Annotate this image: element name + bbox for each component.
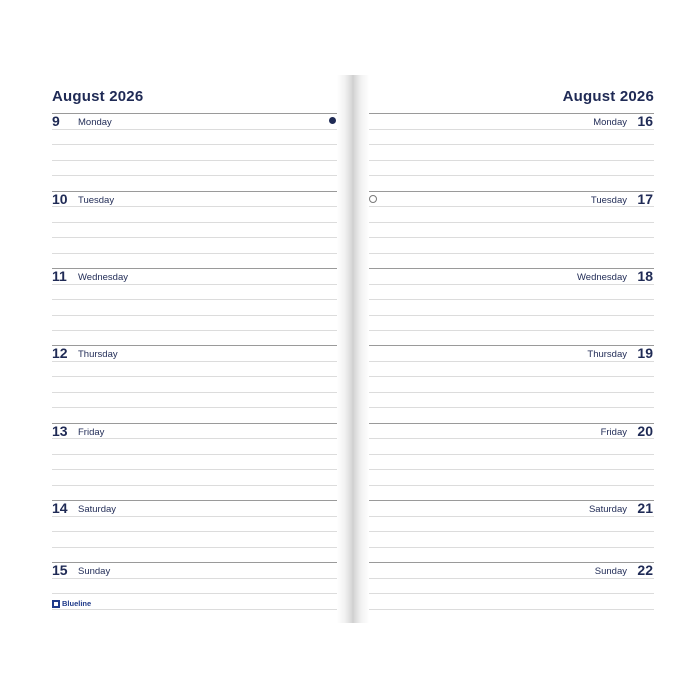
left-page xyxy=(52,75,337,623)
day-name: Wednesday xyxy=(78,272,128,283)
writing-line xyxy=(52,144,337,145)
writing-line xyxy=(52,237,337,238)
right-page xyxy=(369,75,654,623)
writing-line xyxy=(52,175,337,176)
day-number: 13 xyxy=(52,423,68,439)
writing-line xyxy=(52,284,337,285)
writing-line xyxy=(52,361,337,362)
writing-line xyxy=(52,609,337,610)
writing-line xyxy=(369,237,654,238)
writing-line xyxy=(369,160,654,161)
writing-line xyxy=(369,376,654,377)
writing-line xyxy=(52,469,337,470)
writing-line xyxy=(52,593,337,594)
writing-line xyxy=(369,438,654,439)
day-entry-monday[interactable] xyxy=(52,113,337,129)
writing-line xyxy=(369,144,654,145)
writing-line xyxy=(52,376,337,377)
day-number: 18 xyxy=(637,268,653,284)
brand-name: Blueline xyxy=(62,599,92,608)
day-number: 19 xyxy=(637,345,653,361)
day-entry-wednesday[interactable] xyxy=(369,268,654,284)
day-name: Sunday xyxy=(78,566,111,577)
day-entry-tuesday[interactable] xyxy=(52,191,337,207)
writing-line xyxy=(52,407,337,408)
day-entry-friday[interactable] xyxy=(369,423,654,439)
writing-line xyxy=(52,253,337,254)
writing-line xyxy=(369,253,654,254)
right-page-title: August 2026 xyxy=(562,88,654,105)
writing-line xyxy=(369,531,654,532)
new-moon-icon xyxy=(369,195,377,203)
writing-line xyxy=(369,361,654,362)
day-number: 16 xyxy=(637,113,653,129)
day-name: Saturday xyxy=(588,504,627,515)
writing-line xyxy=(369,485,654,486)
writing-line xyxy=(369,407,654,408)
day-entry-thursday[interactable] xyxy=(369,345,654,361)
day-name: Friday xyxy=(600,427,627,438)
day-number: 14 xyxy=(52,500,68,516)
writing-line xyxy=(369,330,654,331)
day-entry-friday[interactable] xyxy=(52,423,337,439)
writing-line xyxy=(369,593,654,594)
writing-line xyxy=(52,578,337,579)
writing-line xyxy=(369,547,654,548)
writing-line xyxy=(52,438,337,439)
writing-line xyxy=(369,578,654,579)
day-name: Saturday xyxy=(78,504,117,515)
full-moon-icon xyxy=(329,117,336,124)
day-entry-monday[interactable] xyxy=(369,113,654,129)
writing-line xyxy=(52,454,337,455)
left-page-title: August 2026 xyxy=(52,88,144,105)
writing-line xyxy=(52,392,337,393)
day-number: 17 xyxy=(637,191,653,207)
day-entry-thursday[interactable] xyxy=(52,345,337,361)
day-number: 15 xyxy=(52,562,68,578)
writing-line xyxy=(52,129,337,130)
day-number: 12 xyxy=(52,345,68,361)
day-name: Friday xyxy=(78,427,105,438)
day-name: Thursday xyxy=(78,349,118,360)
day-number: 11 xyxy=(52,268,67,284)
writing-line xyxy=(369,299,654,300)
day-name: Monday xyxy=(78,117,112,128)
writing-line xyxy=(52,531,337,532)
writing-line xyxy=(369,284,654,285)
writing-line xyxy=(369,222,654,223)
day-number: 9 xyxy=(52,113,60,129)
writing-line xyxy=(52,315,337,316)
writing-line xyxy=(52,299,337,300)
day-number: 20 xyxy=(637,423,653,439)
day-name: Tuesday xyxy=(590,195,627,206)
day-entry-tuesday[interactable] xyxy=(369,191,654,207)
writing-line xyxy=(52,160,337,161)
writing-line xyxy=(369,206,654,207)
writing-line xyxy=(52,485,337,486)
brand-logo xyxy=(52,599,91,608)
blueline-logo-icon xyxy=(52,600,60,608)
day-entry-wednesday[interactable] xyxy=(52,268,337,284)
day-name: Wednesday xyxy=(577,272,627,283)
writing-line xyxy=(369,609,654,610)
writing-line xyxy=(52,222,337,223)
writing-line xyxy=(369,454,654,455)
writing-line xyxy=(52,547,337,548)
day-entry-sunday[interactable] xyxy=(52,562,337,578)
writing-line xyxy=(369,392,654,393)
day-number: 21 xyxy=(637,500,653,516)
writing-line xyxy=(369,315,654,316)
day-name: Sunday xyxy=(594,566,627,577)
writing-line xyxy=(52,330,337,331)
day-name: Monday xyxy=(593,117,627,128)
day-entry-saturday[interactable] xyxy=(369,500,654,516)
day-name: Tuesday xyxy=(78,195,115,206)
planner-spine xyxy=(337,75,369,623)
day-entry-saturday[interactable] xyxy=(52,500,337,516)
writing-line xyxy=(52,516,337,517)
day-entry-sunday[interactable] xyxy=(369,562,654,578)
writing-line xyxy=(369,516,654,517)
writing-line xyxy=(52,206,337,207)
day-number: 10 xyxy=(52,191,68,207)
writing-line xyxy=(369,129,654,130)
writing-line xyxy=(369,469,654,470)
writing-line xyxy=(369,175,654,176)
day-number: 22 xyxy=(637,562,653,578)
day-name: Thursday xyxy=(587,349,627,360)
